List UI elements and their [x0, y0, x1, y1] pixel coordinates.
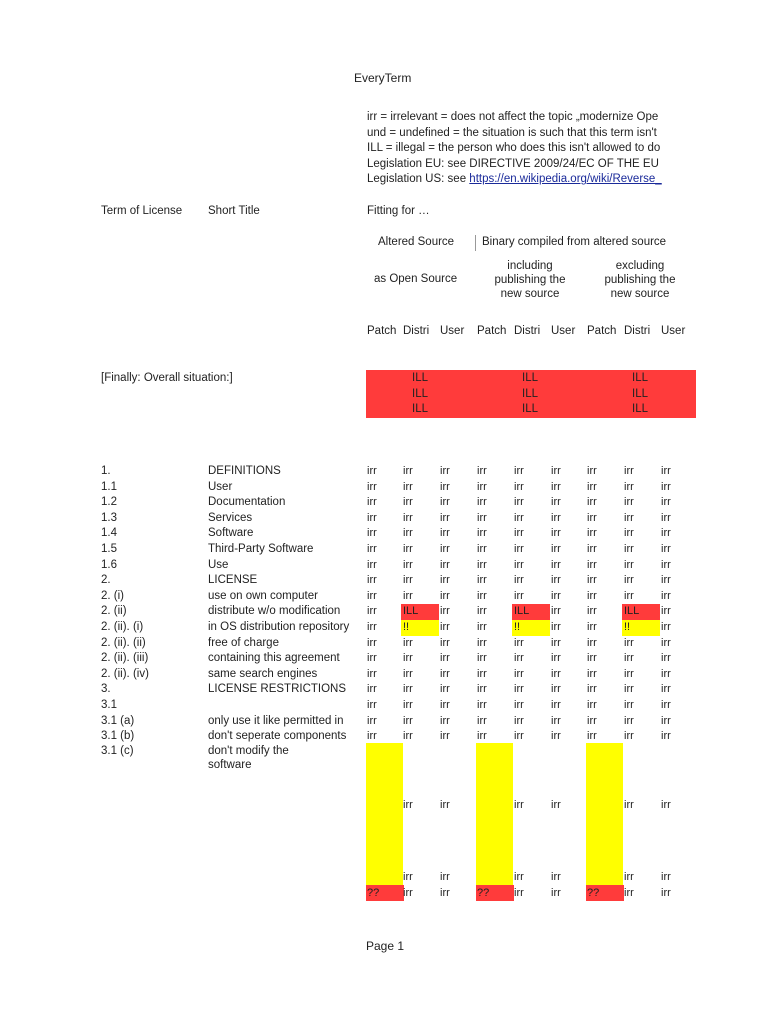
term-number: 2. (ii). (ii): [101, 636, 146, 649]
header-as-open-source: as Open Source: [374, 273, 458, 285]
legend-us-prefix: Legislation US: see: [367, 173, 470, 186]
status-irrelevant: irr: [514, 667, 524, 680]
overall-ill-value: ILL: [522, 372, 538, 384]
status-irrelevant: irr: [661, 511, 671, 524]
status-irrelevant: irr: [403, 496, 413, 509]
status-irrelevant: irr: [661, 621, 671, 633]
status-irrelevant: irr: [624, 652, 634, 665]
status-irrelevant: irr: [440, 496, 450, 509]
status-irrelevant: irr: [551, 621, 561, 633]
overall-label: [Finally: Overall situation:]: [101, 372, 233, 384]
status-irrelevant: irr: [514, 589, 524, 602]
status-irrelevant: irr: [551, 730, 561, 743]
status-irrelevant: irr: [661, 887, 671, 899]
status-irrelevant: irr: [440, 605, 450, 618]
status-irrelevant: irr: [403, 589, 413, 602]
status-irrelevant: irr: [624, 465, 634, 477]
status-irrelevant: irr: [587, 558, 597, 571]
status-irrelevant: irr: [477, 667, 487, 680]
term-3-1-c: 3.1 (c): [101, 745, 134, 757]
status-irrelevant: irr: [403, 574, 413, 587]
status-irrelevant: irr: [403, 667, 413, 680]
status-irrelevant: irr: [440, 527, 450, 540]
term-title: Software: [208, 527, 254, 540]
status-irrelevant: irr: [367, 589, 377, 602]
status-irrelevant: irr: [587, 667, 597, 680]
status-irrelevant: irr: [477, 652, 487, 665]
status-irrelevant: irr: [367, 543, 377, 555]
status-irrelevant: irr: [514, 699, 524, 711]
status-irrelevant: irr: [661, 730, 671, 743]
status-irrelevant: irr: [551, 699, 561, 711]
term-title: in OS distribution repository: [208, 621, 350, 633]
header-binary-compiled: Binary compiled from altered source: [482, 236, 667, 248]
subheader-user: User: [661, 325, 686, 337]
status-irrelevant: irr: [624, 574, 634, 587]
status-irrelevant: irr: [587, 527, 597, 540]
status-irrelevant: irr: [367, 480, 377, 493]
status-irrelevant: irr: [367, 699, 377, 711]
status-irrelevant: irr: [403, 699, 413, 711]
status-irrelevant: irr: [624, 699, 634, 711]
status-irrelevant: irr: [440, 730, 450, 743]
term-number: 3.1 (a): [101, 714, 135, 727]
status-irrelevant: irr: [440, 652, 450, 665]
term-number: 2. (ii). (iii): [101, 652, 149, 665]
status-irrelevant: irr: [367, 730, 377, 743]
status-irrelevant: irr: [624, 683, 634, 696]
header-term-of-license: Term of License: [101, 205, 183, 217]
term-title: use on own computer: [208, 589, 318, 602]
status-irrelevant: irr: [367, 683, 377, 696]
header-fitting-for: Fitting for …: [367, 205, 430, 217]
status-irrelevant: irr: [403, 652, 413, 665]
status-irrelevant: irr: [403, 871, 413, 883]
status-irrelevant: irr: [551, 574, 561, 587]
status-irrelevant: irr: [514, 799, 524, 811]
subheader-patch: Patch: [367, 325, 397, 337]
subheader-user: User: [551, 325, 576, 337]
overall-ill-value: ILL: [412, 403, 428, 415]
status-irrelevant: irr: [477, 574, 487, 587]
status-irrelevant: irr: [661, 636, 671, 649]
status-irrelevant: irr: [403, 636, 413, 649]
status-irrelevant: irr: [624, 799, 634, 811]
status-irrelevant: irr: [587, 730, 597, 743]
status-irrelevant: irr: [514, 887, 524, 899]
status-irrelevant: irr: [661, 496, 671, 509]
status-irrelevant: irr: [624, 480, 634, 493]
status-irrelevant: irr: [661, 527, 671, 540]
term-title: Documentation: [208, 496, 286, 509]
subheader-distri: Distri: [403, 325, 430, 337]
status-irrelevant: irr: [551, 714, 561, 727]
status-irrelevant: irr: [661, 799, 671, 811]
status-irrelevant: irr: [587, 714, 597, 727]
status-irrelevant: irr: [661, 574, 671, 587]
term-title: only use it like permitted in: [208, 714, 344, 727]
term-title: LICENSE RESTRICTIONS: [208, 683, 347, 696]
overall-ill-group: [400, 371, 440, 418]
status-irrelevant: irr: [661, 714, 671, 727]
status-irrelevant: irr: [440, 511, 450, 524]
status-irrelevant: irr: [367, 527, 377, 540]
status-irrelevant: irr: [440, 887, 450, 899]
status-irrelevant: irr: [403, 465, 413, 477]
legend-eu: Legislation EU: see DIRECTIVE 2009/24/EC OF THE EU: [367, 157, 659, 170]
status-irrelevant: irr: [587, 699, 597, 711]
status-irrelevant: irr: [587, 683, 597, 696]
status-irrelevant: irr: [624, 527, 634, 540]
status-unknown: ??: [366, 885, 404, 901]
status-irrelevant: irr: [403, 511, 413, 524]
term-number: 3.1: [101, 699, 117, 711]
status-irrelevant: irr: [367, 511, 377, 524]
status-irrelevant: irr: [477, 527, 487, 540]
status-irrelevant: irr: [367, 714, 377, 727]
subheader-distri: Distri: [624, 325, 651, 337]
status-irrelevant: irr: [551, 887, 561, 899]
status-irrelevant: irr: [477, 683, 487, 696]
status-irrelevant: irr: [440, 558, 450, 571]
status-irrelevant: irr: [587, 636, 597, 649]
status-irrelevant: irr: [514, 496, 524, 509]
overall-ill-value: ILL: [632, 372, 648, 384]
warning-bar: [586, 743, 623, 885]
status-irrelevant: irr: [624, 558, 634, 571]
status-irrelevant: irr: [367, 667, 377, 680]
status-warning: !!: [512, 620, 550, 636]
status-irrelevant: irr: [403, 480, 413, 493]
status-irrelevant: irr: [367, 605, 377, 618]
status-irrelevant: irr: [367, 574, 377, 587]
status-irrelevant: irr: [477, 589, 487, 602]
status-irrelevant: irr: [514, 652, 524, 665]
status-irrelevant: irr: [514, 543, 524, 555]
status-unknown: ??: [476, 885, 514, 901]
status-irrelevant: irr: [367, 652, 377, 665]
term-number: 3.1 (b): [101, 730, 135, 743]
status-irrelevant: irr: [440, 799, 450, 811]
warning-bar: [366, 743, 403, 885]
status-irrelevant: irr: [477, 543, 487, 555]
status-irrelevant: irr: [587, 652, 597, 665]
status-irrelevant: irr: [477, 699, 487, 711]
status-irrelevant: irr: [551, 496, 561, 509]
term-title: Third-Party Software: [208, 543, 314, 555]
overall-ill-value: ILL: [412, 372, 428, 384]
status-irrelevant: irr: [440, 574, 450, 587]
status-irrelevant: irr: [551, 871, 561, 883]
status-irrelevant: irr: [661, 465, 671, 477]
status-irrelevant: irr: [587, 465, 597, 477]
status-irrelevant: irr: [514, 511, 524, 524]
term-number: 1.6: [101, 558, 117, 571]
status-irrelevant: irr: [403, 683, 413, 696]
status-irrelevant: irr: [514, 480, 524, 493]
status-irrelevant: irr: [587, 496, 597, 509]
term-number: 2. (i): [101, 589, 124, 602]
status-irrelevant: irr: [587, 511, 597, 524]
overall-ill-value: ILL: [412, 387, 428, 400]
header-including-publishing: including publishing the new source: [494, 260, 566, 300]
status-irrelevant: irr: [440, 480, 450, 493]
status-irrelevant: irr: [624, 887, 634, 899]
term-number: 3.: [101, 683, 111, 696]
status-irrelevant: irr: [624, 714, 634, 727]
status-irrelevant: irr: [440, 636, 450, 649]
status-irrelevant: irr: [661, 558, 671, 571]
status-irrelevant: irr: [661, 699, 671, 711]
status-irrelevant: irr: [440, 589, 450, 602]
status-irrelevant: irr: [551, 636, 561, 649]
status-irrelevant: irr: [551, 589, 561, 602]
status-irrelevant: irr: [661, 652, 671, 665]
term-number: 2. (ii): [101, 605, 127, 618]
term-title: distribute w/o modification: [208, 605, 341, 618]
status-irrelevant: irr: [661, 589, 671, 602]
term-number: 1.4: [101, 527, 117, 540]
term-number: 1.1: [101, 480, 117, 493]
status-irrelevant: irr: [440, 871, 450, 883]
status-irrelevant: irr: [477, 480, 487, 493]
title-3-1-c-line1: don't modify the: [208, 745, 289, 757]
term-number: 1.: [101, 465, 111, 477]
term-number: 2.: [101, 574, 111, 587]
status-irrelevant: irr: [367, 496, 377, 509]
title-3-1-c-line2: software: [208, 759, 252, 771]
status-illegal: ILL: [401, 604, 439, 620]
status-irrelevant: irr: [514, 527, 524, 540]
subheader-patch: Patch: [587, 325, 617, 337]
status-irrelevant: irr: [514, 871, 524, 883]
status-irrelevant: irr: [624, 511, 634, 524]
term-number: 2. (ii). (iv): [101, 667, 149, 680]
status-irrelevant: irr: [661, 683, 671, 696]
status-irrelevant: irr: [477, 465, 487, 477]
header-altered-source: Altered Source: [378, 236, 455, 248]
status-irrelevant: irr: [661, 605, 671, 618]
status-irrelevant: irr: [624, 667, 634, 680]
status-irrelevant: irr: [514, 636, 524, 649]
status-irrelevant: irr: [551, 558, 561, 571]
overall-ill-value: ILL: [522, 387, 538, 400]
status-irrelevant: irr: [551, 465, 561, 477]
status-irrelevant: irr: [514, 730, 524, 743]
status-irrelevant: irr: [587, 480, 597, 493]
term-title: same search engines: [208, 667, 318, 680]
status-irrelevant: irr: [551, 652, 561, 665]
term-title: free of charge: [208, 636, 279, 649]
status-irrelevant: irr: [477, 621, 487, 633]
status-irrelevant: irr: [477, 511, 487, 524]
warning-bar: [476, 743, 513, 885]
term-title: don't seperate components: [208, 730, 347, 743]
status-irrelevant: irr: [403, 527, 413, 540]
status-irrelevant: irr: [403, 730, 413, 743]
legend-block: [367, 110, 696, 188]
legend-us: [367, 172, 696, 188]
term-title: LICENSE: [208, 574, 258, 587]
status-warning: !!: [622, 620, 660, 636]
status-irrelevant: irr: [587, 621, 597, 633]
status-irrelevant: irr: [551, 543, 561, 555]
legend-ill: ILL = illegal = the person who does this isn't allowed to do: [367, 142, 661, 155]
status-unknown: ??: [586, 885, 624, 901]
status-irrelevant: irr: [551, 605, 561, 618]
document-title: EveryTerm: [354, 71, 412, 85]
status-irrelevant: irr: [440, 667, 450, 680]
status-irrelevant: irr: [367, 465, 377, 477]
header-short-title: Short Title: [208, 205, 260, 217]
status-irrelevant: irr: [367, 621, 377, 633]
status-irrelevant: irr: [514, 558, 524, 571]
status-illegal: ILL: [622, 604, 660, 620]
overall-ill-value: ILL: [632, 403, 648, 415]
status-irrelevant: irr: [403, 714, 413, 727]
status-irrelevant: irr: [440, 683, 450, 696]
status-irrelevant: irr: [551, 799, 561, 811]
status-irrelevant: irr: [477, 714, 487, 727]
overall-ill-value: ILL: [522, 403, 538, 415]
status-irrelevant: irr: [661, 543, 671, 555]
term-title: Services: [208, 511, 253, 524]
term-title: User: [208, 480, 233, 493]
status-irrelevant: irr: [514, 574, 524, 587]
status-irrelevant: irr: [587, 574, 597, 587]
status-irrelevant: irr: [403, 558, 413, 571]
status-irrelevant: irr: [440, 543, 450, 555]
status-irrelevant: irr: [477, 558, 487, 571]
status-irrelevant: irr: [477, 605, 487, 618]
status-irrelevant: irr: [440, 699, 450, 711]
status-irrelevant: irr: [661, 667, 671, 680]
term-number: 2. (ii). (i): [101, 621, 144, 633]
term-number: 1.2: [101, 496, 117, 509]
term-title: containing this agreement: [208, 652, 340, 665]
status-irrelevant: irr: [551, 480, 561, 493]
status-irrelevant: irr: [403, 543, 413, 555]
status-irrelevant: irr: [624, 496, 634, 509]
status-irrelevant: irr: [624, 589, 634, 602]
status-irrelevant: irr: [551, 527, 561, 540]
status-irrelevant: irr: [514, 683, 524, 696]
status-irrelevant: irr: [551, 667, 561, 680]
status-irrelevant: irr: [514, 714, 524, 727]
overall-ill-group: [620, 371, 660, 418]
status-irrelevant: irr: [587, 605, 597, 618]
status-illegal: ILL: [512, 604, 550, 620]
overall-ill-value: ILL: [632, 387, 648, 400]
status-irrelevant: irr: [477, 730, 487, 743]
subheader-user: User: [440, 325, 465, 337]
term-number: 1.3: [101, 511, 117, 524]
status-irrelevant: irr: [624, 636, 634, 649]
status-irrelevant: irr: [661, 871, 671, 883]
status-irrelevant: irr: [403, 799, 413, 811]
legend-us-link[interactable]: https://en.wikipedia.org/wiki/Reverse_: [469, 173, 662, 186]
status-irrelevant: irr: [587, 543, 597, 555]
status-irrelevant: irr: [403, 887, 413, 899]
status-irrelevant: irr: [477, 636, 487, 649]
status-irrelevant: irr: [367, 636, 377, 649]
status-irrelevant: irr: [440, 465, 450, 477]
status-irrelevant: irr: [551, 683, 561, 696]
overall-ill-group: [510, 371, 550, 418]
status-irrelevant: irr: [477, 496, 487, 509]
status-irrelevant: irr: [440, 621, 450, 633]
status-irrelevant: irr: [661, 480, 671, 493]
subheader-distri: Distri: [514, 325, 541, 337]
legend-und: und = undefined = the situation is such that this term isn't: [367, 126, 657, 139]
header-divider: [475, 235, 476, 251]
status-irrelevant: irr: [514, 465, 524, 477]
status-irrelevant: irr: [551, 511, 561, 524]
term-title: Use: [208, 558, 229, 571]
status-irrelevant: irr: [367, 558, 377, 571]
status-irrelevant: irr: [624, 871, 634, 883]
subheader-patch: Patch: [477, 325, 507, 337]
status-irrelevant: irr: [440, 714, 450, 727]
legend-irr: irr = irrelevant = does not affect the topic „modernize Ope: [367, 111, 659, 123]
header-excluding-publishing: excluding publishing the new source: [604, 260, 676, 300]
page-number: Page 1: [366, 939, 405, 953]
term-number: 1.5: [101, 543, 117, 555]
term-title: DEFINITIONS: [208, 465, 281, 477]
status-irrelevant: irr: [587, 589, 597, 602]
status-irrelevant: irr: [624, 730, 634, 743]
status-irrelevant: irr: [624, 543, 634, 555]
status-warning: !!: [401, 620, 439, 636]
